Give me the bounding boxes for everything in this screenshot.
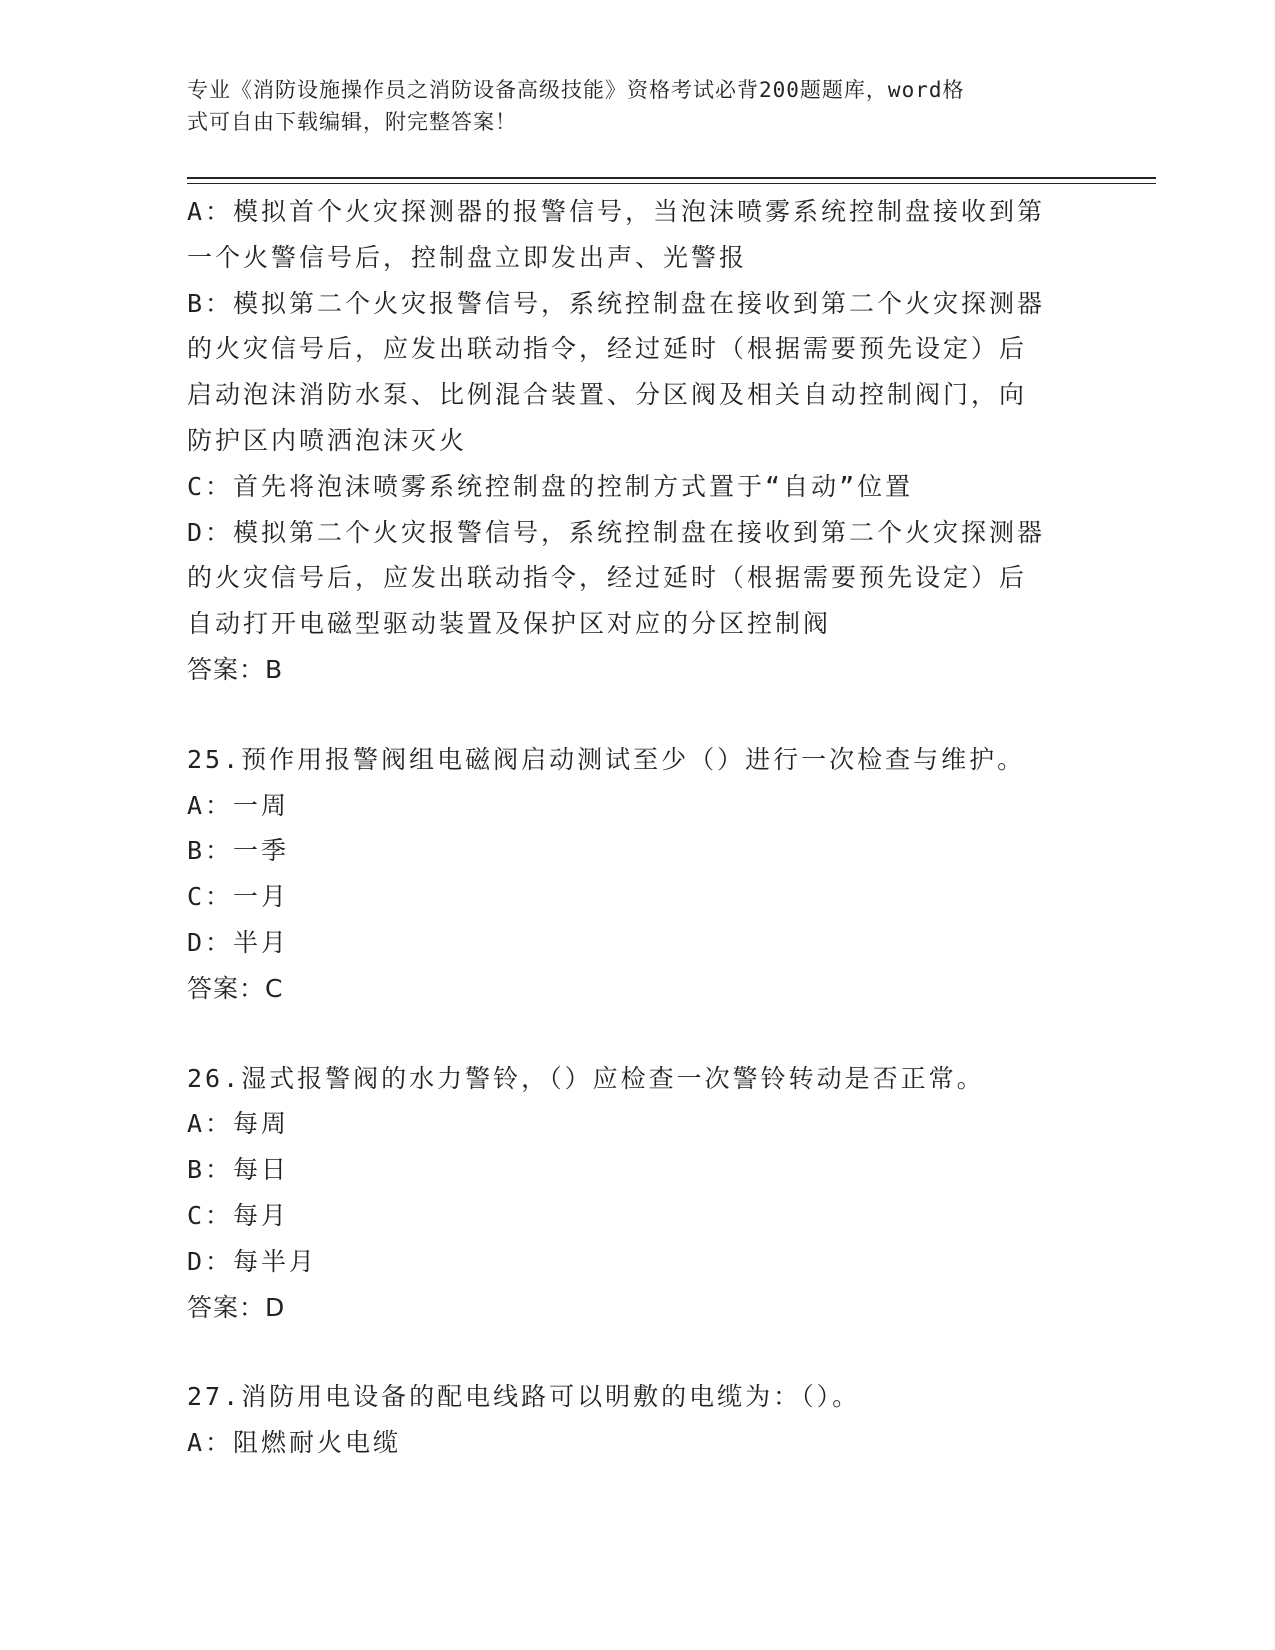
header-rule-thick [187, 177, 1156, 179]
question-text: 26.湿式报警阀的水力警铃，（）应检查一次警铃转动是否正常。 [187, 1063, 985, 1093]
question-text: 27.消防用电设备的配电线路可以明敷的电缆为：（）。 [187, 1382, 861, 1412]
question-spacer [187, 1012, 1087, 1056]
option-a: A：每周 [187, 1109, 290, 1139]
header-line-1: 专业《消防设施操作员之消防设备高级技能》资格考试必背200题题库，word格 [187, 78, 965, 102]
question-25-block [187, 737, 1087, 1012]
option-a: A：一周 [187, 790, 290, 820]
option-b [187, 281, 1087, 464]
question-27-block [187, 1374, 1087, 1466]
option-c: C：每月 [187, 1200, 290, 1230]
option-line: 自动打开电磁型驱动装置及保护区对应的分区控制阀 [187, 609, 832, 639]
option-d [187, 510, 1087, 647]
question-24-block [187, 189, 1087, 693]
option-line: 的火灾信号后，应发出联动指令，经过延时（根据需要预先设定）后 [187, 563, 1028, 593]
option-line: 的火灾信号后，应发出联动指令，经过延时（根据需要预先设定）后 [187, 334, 1028, 364]
header-rule-thin [187, 183, 1156, 184]
option-line: 防护区内喷洒泡沫灭火 [187, 425, 468, 455]
option-line: A：模拟首个火灾探测器的报警信号，当泡沫喷雾系统控制盘接收到第 [187, 197, 1046, 226]
option-line: B：模拟第二个火灾报警信号，系统控制盘在接收到第二个火灾探测器 [187, 288, 1046, 318]
header-line-2: 式可自由下载编辑，附完整答案！ [187, 110, 517, 134]
option-line: D：模拟第二个火灾报警信号，系统控制盘在接收到第二个火灾探测器 [187, 517, 1046, 547]
option-c [187, 464, 1087, 510]
answer-line: 答案：D [187, 1292, 286, 1322]
question-spacer [187, 1330, 1087, 1374]
option-d: D：每半月 [187, 1246, 318, 1276]
question-content [187, 189, 1087, 1466]
question-text: 25.预作用报警阀组电磁阀启动测试至少（）进行一次检查与维护。 [187, 744, 1026, 774]
question-26-block [187, 1056, 1087, 1331]
question-spacer [187, 693, 1087, 737]
option-a: A：阻燃耐火电缆 [187, 1428, 402, 1458]
option-b: B：一季 [187, 836, 290, 866]
option-b: B：每日 [187, 1155, 290, 1185]
document-header [187, 74, 1067, 138]
option-line: 一个火警信号后，控制盘立即发出声、光警报 [187, 242, 748, 272]
answer-line: 答案：B [187, 654, 284, 684]
option-a [187, 189, 1087, 281]
answer-line: 答案：C [187, 973, 284, 1003]
option-line: 启动泡沫消防水泵、比例混合装置、分区阀及相关自动控制阀门，向 [187, 380, 1028, 410]
option-line: C：首先将泡沫喷雾系统控制盘的控制方式置于“自动”位置 [187, 471, 914, 501]
option-c: C：一月 [187, 882, 290, 912]
option-d: D：半月 [187, 927, 290, 957]
